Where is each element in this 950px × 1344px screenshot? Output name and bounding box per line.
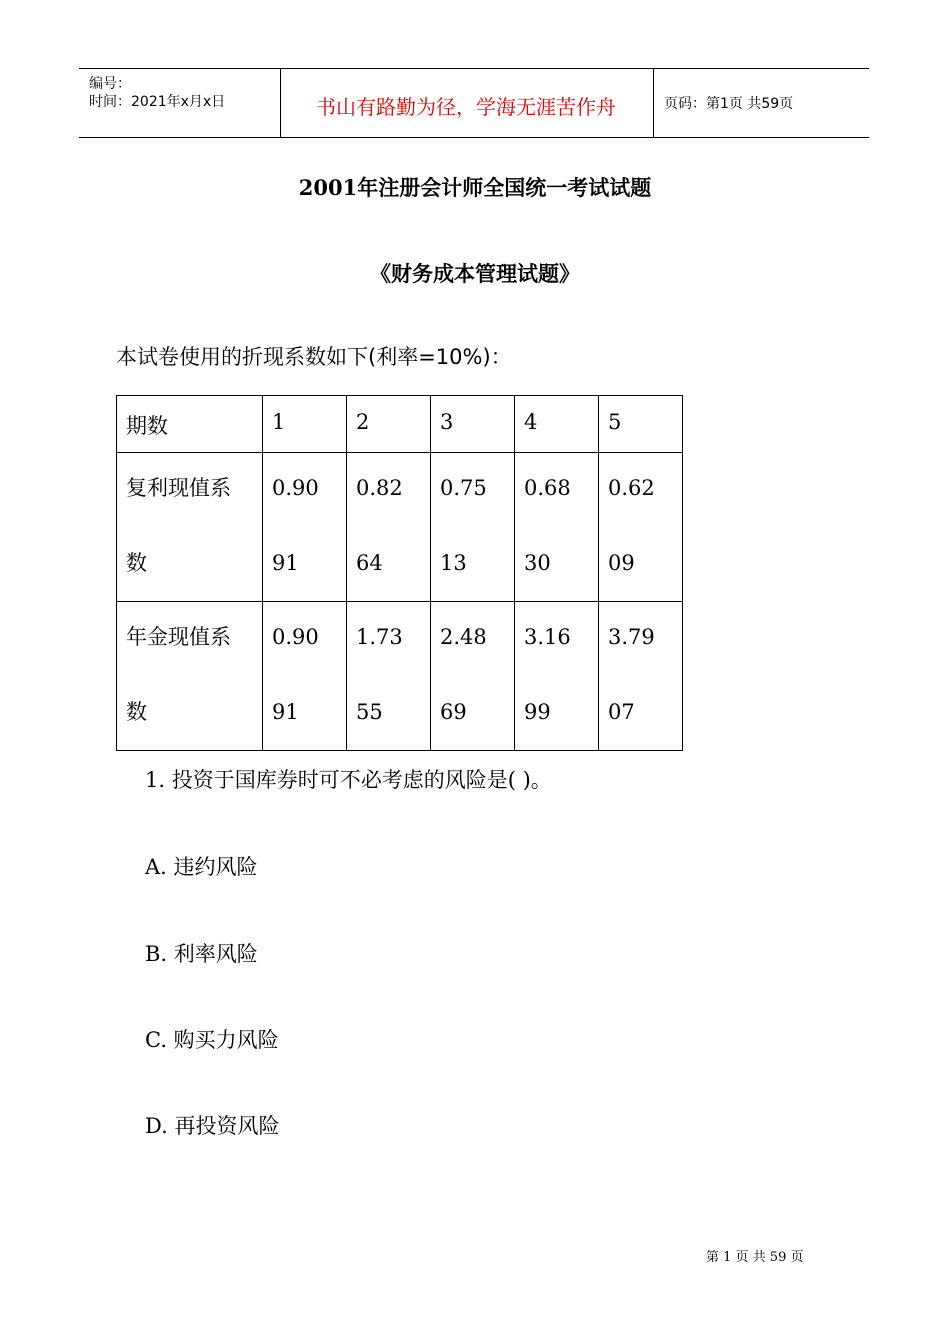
header-date-label: 时间：2021年x月x日: [89, 94, 226, 110]
table-cell: 0.9091: [272, 476, 319, 575]
table-cell: 0.6830: [524, 476, 571, 575]
header-number-label: 编号：: [89, 76, 131, 92]
table-cell: 期数: [126, 414, 168, 438]
document-title: 2001年注册会计师全国统一考试试题: [298, 175, 652, 200]
table-row: [117, 602, 683, 751]
table-cell: 1.7355: [356, 625, 403, 724]
document-subtitle: 《财务成本管理试题》: [370, 261, 580, 286]
table-cell: 1: [272, 410, 286, 434]
header-motto: 书山有路勤为径，学海无涯苦作舟: [316, 95, 616, 119]
table-cell: 0.9091: [272, 625, 319, 724]
header-divider: [653, 69, 654, 137]
page-header: [79, 68, 869, 138]
table-row: [117, 453, 683, 602]
table-cell: 3.7907: [608, 625, 655, 724]
table-cell: 2: [356, 410, 370, 434]
table-cell: 4: [524, 410, 538, 434]
table-cell: 复利现值系数: [126, 476, 231, 575]
option-a: A. 违约风险: [145, 855, 258, 879]
table-cell: 3.1699: [524, 625, 571, 724]
table-cell: 年金现值系数: [126, 625, 231, 724]
discount-factor-table: [116, 395, 683, 751]
option-c: C. 购买力风险: [145, 1028, 279, 1052]
question-stem: 1. 投资于国库券时可不必考虑的风险是( )。: [145, 768, 552, 792]
intro-text: 本试卷使用的折现系数如下(利率=10%)：: [116, 345, 512, 369]
option-d: D. 再投资风险: [145, 1114, 280, 1138]
table-cell: 3: [440, 410, 454, 434]
table-cell: 0.8264: [356, 476, 403, 575]
table-cell: 2.4869: [440, 625, 487, 724]
page-footer: 第 1 页 共 59 页: [706, 1250, 804, 1265]
table-cell: 0.6209: [608, 476, 655, 575]
header-page-label: 页码：第1页 共59页: [664, 96, 794, 112]
table-cell: 5: [608, 410, 622, 434]
table-cell: 0.7513: [440, 476, 487, 575]
option-b: B. 利率风险: [145, 942, 258, 966]
